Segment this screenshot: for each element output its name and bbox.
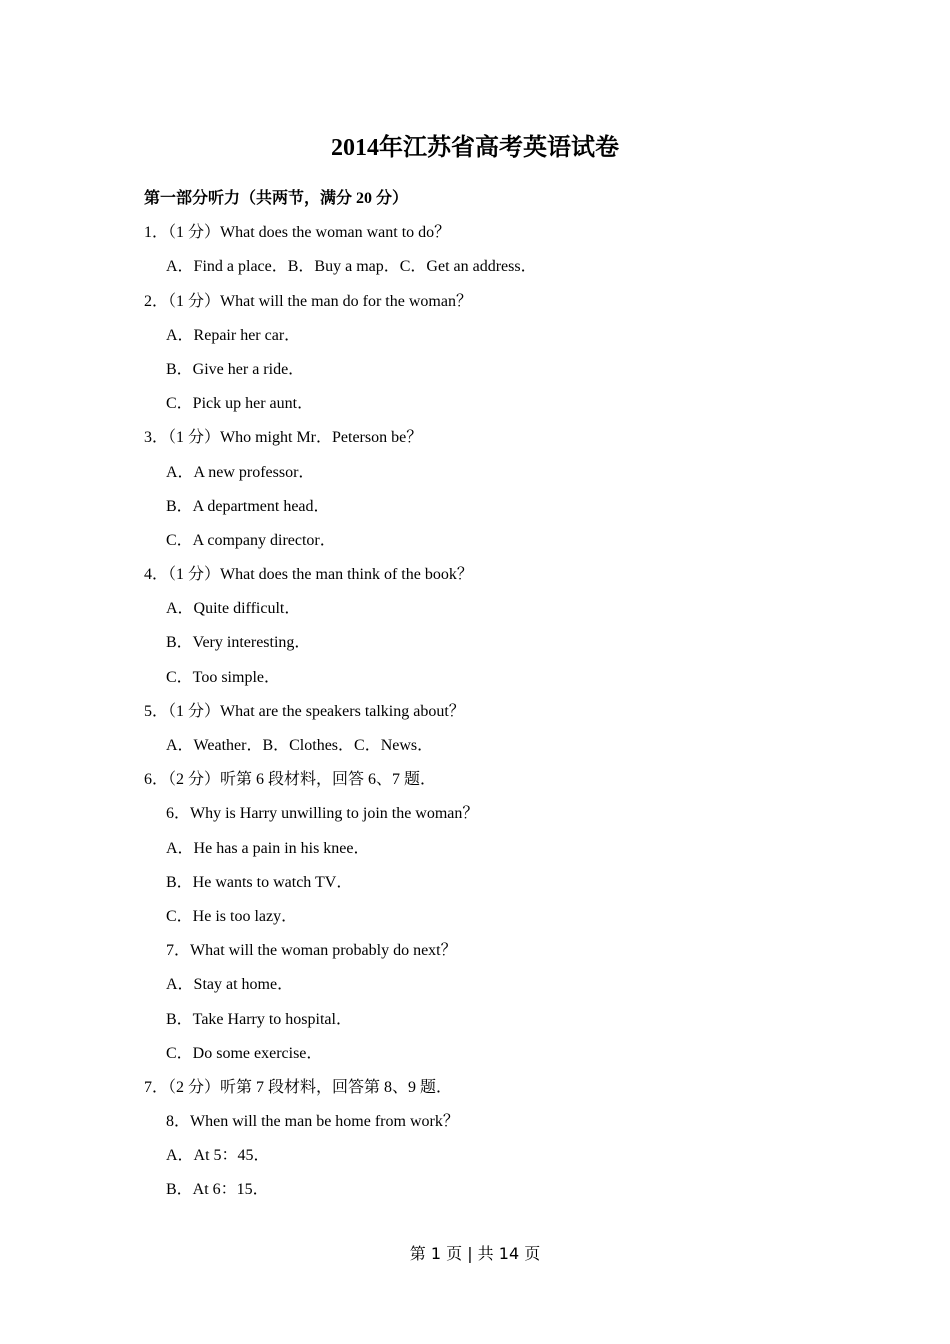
answer-line: B．At 6：15． <box>166 1181 269 1199</box>
answer-line: A．He has a pain in his knee． <box>166 839 370 857</box>
page-footer: 第 1 页 | 共 14 页 <box>409 1244 541 1263</box>
answer-line: A．Stay at home． <box>166 976 294 994</box>
answer-line: C．He is too lazy． <box>166 907 298 925</box>
question-line: 3．（1 分）Who might Mr．Peterson be？ <box>144 429 423 447</box>
answer-line: A．At 5：45． <box>166 1147 270 1165</box>
question-line: 2．（1 分）What will the man do for the woman？ <box>144 292 472 310</box>
question-line: 7．（2 分）听第 7 段材料，回答第 8、9 题． <box>144 1078 453 1096</box>
answer-line: C．Pick up her aunt． <box>166 395 314 413</box>
answer-line: C．Do some exercise． <box>166 1044 323 1062</box>
answer-line: A．Repair her car． <box>166 326 301 344</box>
answer-line: B．Very interesting． <box>166 634 311 652</box>
question-line: 5．（1 分）What are the speakers talking about？ <box>144 702 465 720</box>
answer-line: A．Quite difficult． <box>166 600 301 618</box>
answer-line: B．He wants to watch TV． <box>166 873 353 891</box>
answer-line: C．A company director． <box>166 531 336 549</box>
question-line: 1．（1 分）What does the woman want to do？ <box>144 224 451 242</box>
answer-line: A．Find a place．B．Buy a map．C．Get an address． <box>166 258 537 276</box>
answer-line: A．A new professor． <box>166 463 315 481</box>
answer-line: B．A department head． <box>166 497 330 515</box>
answer-line: B．Take Harry to hospital． <box>166 1010 352 1028</box>
answer-line: 6．Why is Harry unwilling to join the woman？ <box>166 805 479 823</box>
document-body <box>144 182 844 1208</box>
question-list <box>144 216 844 1207</box>
answer-line: A．Weather．B．Clothes．C．News． <box>166 737 434 754</box>
question-line: 4．（1 分）What does the man think of the book？ <box>144 566 473 584</box>
section-heading: 第一部分听力（共两节，满分 20 分） <box>144 190 409 207</box>
answer-line: B．Give her a ride． <box>166 360 305 378</box>
answer-line: C．Too simple． <box>166 668 280 686</box>
answer-line: 7．What will the woman probably do next？ <box>166 942 457 960</box>
question-line: 6．（2 分）听第 6 段材料，回答 6、7 题． <box>144 771 437 789</box>
answer-line: 8．When will the man be home from work？ <box>166 1113 459 1131</box>
page-title: 2014年江苏省高考英语试卷 <box>331 135 619 161</box>
